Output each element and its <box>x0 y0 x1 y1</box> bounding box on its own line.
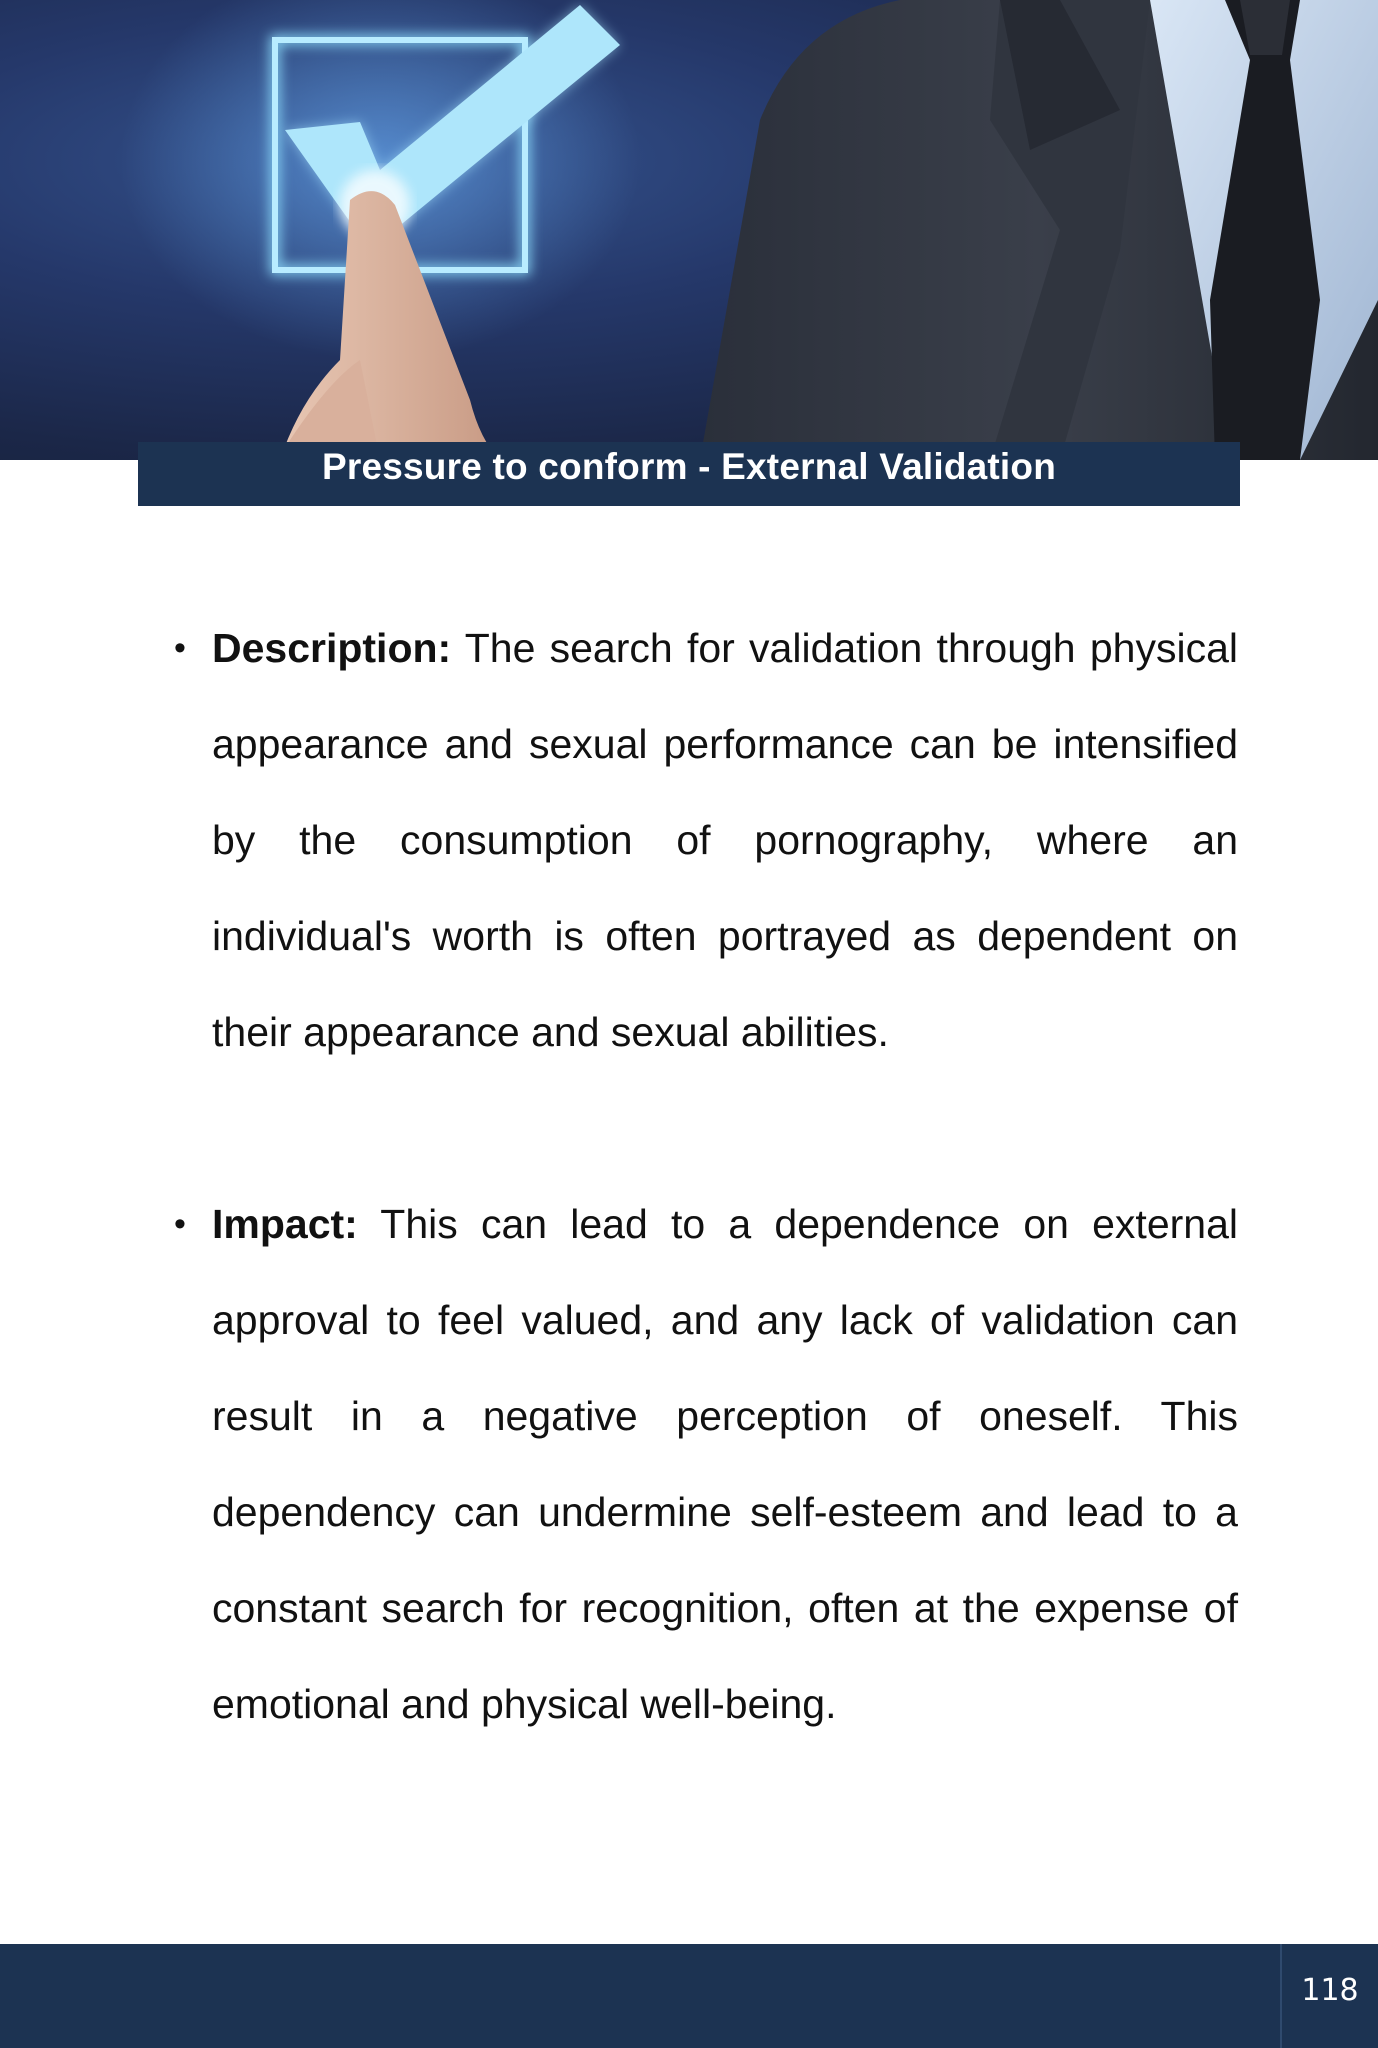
list-item-impact <box>170 1176 1238 1752</box>
footer-bar <box>0 1944 1378 2048</box>
checkbox-touch-illustration <box>0 0 1378 460</box>
page-title: Pressure to conform - External Validation <box>322 446 1056 487</box>
page-number-box <box>1280 1944 1378 2048</box>
bullet-icon: • <box>174 1205 186 1243</box>
item-text: The search for validation through physical appearance and sexual performance can be intensified by the consumption of pornography, where an individual's worth is often portrayed as dependent on their appearance and sexual abilities. <box>212 625 1238 1055</box>
title-banner <box>138 442 1240 506</box>
page-number: 118 <box>1301 1972 1359 2008</box>
item-label: Description: <box>212 625 452 671</box>
item-text: This can lead to a dependence on external approval to feel valued, and any lack of validation can result in a negative perception of oneself. This dependency can undermine self-esteem and lead to a constant search for recognition, often at the expense of emotional and physical well-being. <box>212 1201 1238 1727</box>
item-label: Impact: <box>212 1201 358 1247</box>
bullet-list <box>170 600 1238 1752</box>
header-image <box>0 0 1378 460</box>
list-item-description <box>170 600 1238 1080</box>
bullet-icon: • <box>174 629 186 667</box>
